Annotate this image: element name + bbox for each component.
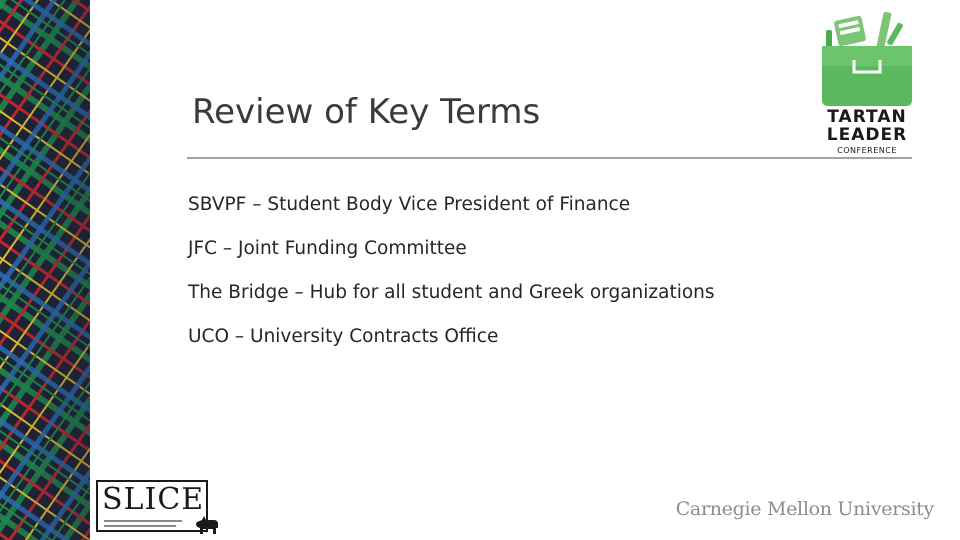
title-divider [187,157,912,159]
slice-logo [96,480,222,538]
tlc-word-conference: CONFERENCE [837,146,897,155]
tlc-word-tartan: TARTAN [827,107,907,127]
slice-subtext-line [104,520,182,522]
scottie-dog-icon [194,514,220,536]
term-item-bridge: The Bridge – Hub for all student and Greek organizations [188,282,715,303]
tartan-band [0,0,90,540]
toolbox-icon [818,8,916,108]
tlc-word-leader: LEADER [826,125,908,145]
term-item-sbvpf: SBVPF – Student Body Vice President of Finance [188,194,631,215]
term-item-uco: UCO – University Contracts Office [188,326,499,347]
tartan-leader-logo [818,8,916,158]
slice-logo-frame [96,480,208,532]
term-item-jfc: JFC – Joint Funding Committee [188,238,467,259]
terms-list [188,183,715,359]
cmu-wordmark: Carnegie Mellon University [675,498,934,520]
tartan-pattern-graphic [0,0,90,540]
slice-wordmark: SLICE [102,482,205,517]
slice-subtext-line [104,525,176,527]
slide-title: Review of Key Terms [192,92,541,132]
